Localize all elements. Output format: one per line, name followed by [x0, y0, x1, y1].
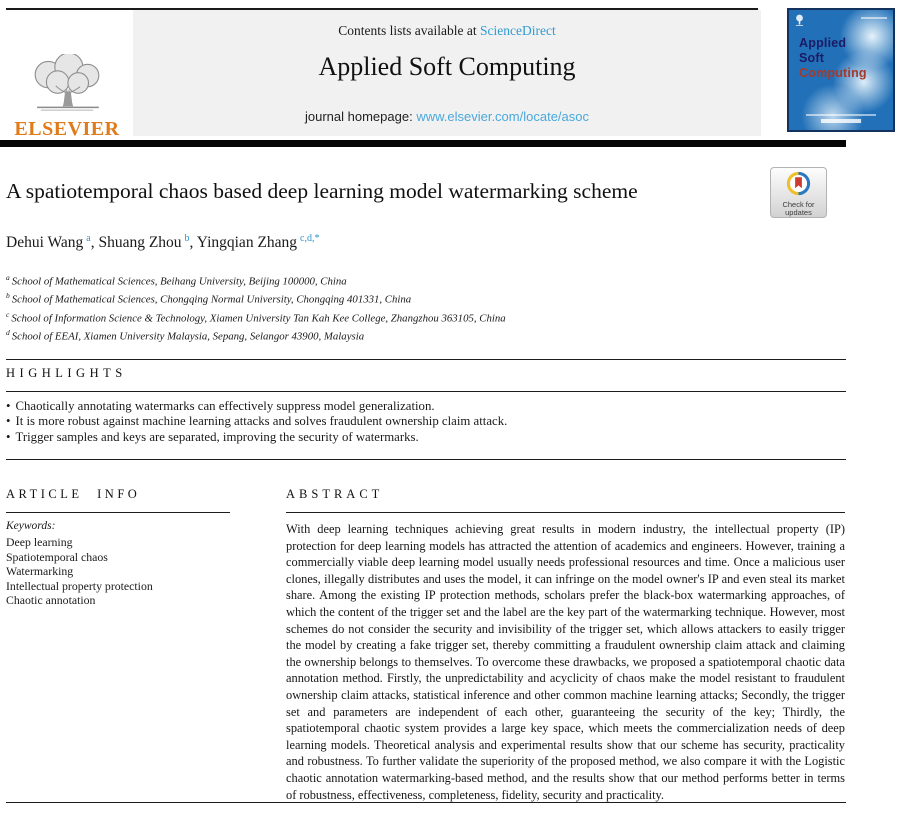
affiliation-sup: a [6, 273, 10, 282]
cover-title-line3: Computing [799, 66, 867, 80]
affiliation-row [6, 308, 506, 326]
affiliation-text: School of Information Science & Technology, Xiamen University Tan Kah Kee College, Zhangzhou 363105, China [11, 312, 506, 325]
keyword-item: Spatiotemporal chaos [6, 549, 108, 564]
highlights-heading: HIGHLIGHTS [6, 366, 127, 380]
highlights-list [6, 399, 844, 445]
author-name: Dehui Wang [6, 234, 84, 252]
contents-prefix: Contents lists available at [338, 23, 480, 38]
elsevier-wordmark: ELSEVIER [14, 118, 120, 140]
affiliation-row [6, 326, 506, 344]
homepage-prefix: journal homepage: [305, 109, 417, 124]
contents-line [133, 23, 761, 39]
keyword-item: Deep learning [6, 535, 73, 549]
section-rule [6, 459, 846, 460]
section-rule [6, 391, 846, 392]
article-info-rule [6, 512, 230, 513]
author-affil-ref[interactable]: c,d,* [300, 233, 320, 244]
highlight-item: • Chaotically annotating watermarks can effectively suppress model generalization. [6, 399, 844, 414]
header-divider-bar [0, 140, 846, 147]
affiliation-text: School of Mathematical Sciences, Beihang University, Beijing 100000, China [11, 275, 347, 288]
author-separator: , [90, 234, 99, 252]
cover-title-line1: Applied [799, 36, 847, 50]
keyword-item: Watermarking [6, 564, 74, 579]
affiliation-row [6, 289, 506, 307]
check-for-updates-badge[interactable] [770, 167, 827, 218]
journal-header-box [133, 10, 761, 136]
elsevier-logo[interactable] [12, 54, 122, 138]
bottom-rule [6, 802, 846, 803]
badge-label-line2: updates [785, 208, 812, 217]
keywords-label: Keywords: [6, 520, 56, 532]
journal-cover-thumbnail[interactable] [787, 8, 895, 132]
affiliation-sup: c [6, 309, 10, 319]
affiliation-sup: b [6, 291, 10, 301]
affiliation-list [6, 271, 506, 345]
affiliation-sup: d [6, 328, 10, 338]
crossmark-icon [786, 183, 811, 200]
author-affil-ref[interactable]: b [184, 233, 190, 244]
affiliation-text: School of Mathematical Sciences, Chongqing Normal University, Chongqing 401331, China [11, 293, 412, 306]
author-name: Yingqian Zhang [196, 234, 298, 252]
keyword-item: Intellectual property protection [6, 578, 153, 593]
highlight-item: • Trigger samples and keys are separated, improving the security of watermarks. [6, 430, 844, 445]
cover-title-line2: Soft [799, 51, 825, 65]
cover-fineprint-line [806, 114, 876, 116]
badge-label-line1: Check for [782, 200, 815, 209]
abstract-text: With deep learning techniques achieving great results in modern industry, the intellectual property (IP) protection for deep learning models has attracted the attention of academics and engineers. However, training a commercially viable deep learning model usually needs professional resources and time. Once a malicious user clones, illegally distributes and uses the model, it can infringe on the model owner's IP and even steal its market share. Among the existing IP protection methods, scholars prefer the black-box watermarking approaches, of which the content of the trigger set and the label are the key part of the watermarking technique. However, most schemes do not consider the security and invisibility of the trigger set, which allows attackers to easily trigger the model by creating a fake trigger set, thereby committing a fraudulent ownership claim attack and claiming the ownership belongs to themselves. To overcome these drawbacks, we proposed a spatiotemporal chaotic data annotation method. Firstly, the unpredictability and acyclicity of chaos make the model resistant to fraudulent ownership claim attacks, statistical inference and other common machine learning attacks; Secondly, the trigger set and parameters are independent of each other, guaranteeing the security of the key; Thirdly, the spatiotemporal chaotic system provides a large key space, which meets the commercialization needs of deep learning models. Theoretical analysis and experimental results show that our scheme has security, practicality and robustness. To further validate the superiority of the proposed method, we also compare it with the Logistic chaotic annotation watermarking-based method, and the results show that our method performs better in terms of robustness, effectiveness, completeness, fidelity, security and practicality. [286, 522, 845, 802]
section-rule [6, 359, 846, 360]
paper-title: A spatiotemporal chaos based deep learning model watermarking scheme [6, 179, 638, 203]
keywords-list [6, 535, 153, 608]
author-line [6, 233, 320, 252]
journal-homepage-link[interactable]: www.elsevier.com/locate/asoc [416, 109, 589, 124]
homepage-line [133, 109, 761, 124]
author-separator: , [189, 234, 197, 252]
abstract-heading: ABSTRACT [286, 487, 384, 501]
article-info-heading: ARTICLE INFO [6, 487, 141, 501]
sciencedirect-link[interactable]: ScienceDirect [480, 23, 556, 38]
author-name: Shuang Zhou [98, 234, 182, 252]
keyword-item: Chaotic annotation [6, 593, 96, 608]
affiliation-row [6, 271, 506, 289]
highlight-item: • It is more robust against machine learning attacks and solves fraudulent ownership claim attack. [6, 414, 844, 429]
journal-title: Applied Soft Computing [318, 52, 576, 81]
elsevier-tree-icon [19, 99, 115, 116]
cover-sciencedirect-mark [821, 119, 861, 123]
author-affil-ref[interactable]: a [86, 233, 91, 244]
cover-tree-icon [794, 14, 805, 32]
cover-issn-text [861, 17, 887, 19]
affiliation-text: School of EEAI, Xiamen University Malaysia, Sepang, Selangor 43900, Malaysia [11, 330, 365, 343]
abstract-rule [286, 512, 845, 513]
